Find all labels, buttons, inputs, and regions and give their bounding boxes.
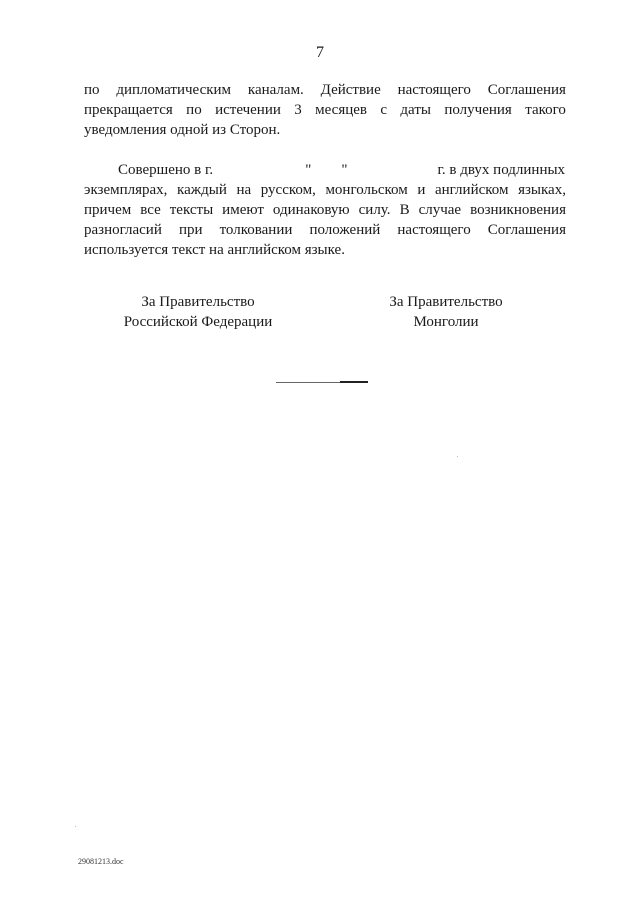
word: причем [84, 202, 132, 218]
word: даты [400, 102, 431, 118]
word: толковании [219, 222, 293, 238]
word: русском, [260, 182, 316, 198]
signature-line: За Правительство [141, 294, 255, 310]
word: положений [309, 222, 381, 238]
word: тексты [169, 202, 214, 218]
word: и [417, 182, 426, 198]
word: В [399, 202, 410, 218]
signature-line: Монголии [413, 314, 479, 330]
word: месяцев [315, 102, 367, 118]
paragraph-termination [84, 80, 566, 140]
word: одинаковую [272, 202, 350, 218]
word: по [84, 82, 100, 98]
word: языках, [518, 182, 566, 198]
end-rule-thick [340, 381, 368, 383]
word: настоящего [397, 82, 471, 98]
signature-block-mongolia [346, 292, 546, 332]
word: получения [444, 102, 512, 118]
paragraph-execution [84, 160, 566, 260]
word: имеют [222, 202, 264, 218]
word: Соглашения [487, 222, 566, 238]
word: дипломатическим [116, 82, 232, 98]
word: настоящего [397, 222, 471, 238]
word: прекращается [84, 102, 173, 118]
word: возникновения [470, 202, 566, 218]
word: истечении [215, 102, 281, 118]
word: экземплярах, [84, 182, 168, 198]
word: все [140, 202, 161, 218]
word: каналам. [247, 82, 304, 98]
paragraph-line-signed-in [84, 160, 566, 180]
word: по [186, 102, 202, 118]
word: на [236, 182, 252, 198]
end-rule-thin [276, 382, 340, 383]
paragraph-line [84, 80, 566, 100]
signature-line: Российской Федерации [123, 314, 273, 330]
paragraph-line: уведомления одной из Сторон. [84, 122, 281, 138]
word: Соглашения [487, 82, 566, 98]
word: с [380, 102, 388, 118]
word: английском [434, 182, 509, 198]
document-code: 29081213.doc [78, 857, 124, 866]
signature-block-russia [98, 292, 298, 332]
paragraph-line [84, 100, 566, 120]
word: разногласий [84, 222, 162, 238]
paragraph-line: используется текст на английском языке. [84, 242, 345, 258]
paragraph-line [84, 220, 566, 240]
word: силу. [358, 202, 391, 218]
quote-close: " [341, 162, 348, 178]
quote-open: " [305, 162, 312, 178]
word: монгольском [325, 182, 408, 198]
paragraph-line [84, 200, 566, 220]
scan-speck [457, 456, 458, 457]
word: случае [418, 202, 462, 218]
word: 3 [294, 102, 302, 118]
word: такого [525, 102, 566, 118]
signed-in-end: г. в двух подлинных [437, 162, 566, 178]
signature-line: За Правительство [389, 294, 503, 310]
scan-speck [75, 826, 76, 827]
paragraph-line [84, 180, 566, 200]
page-number: 7 [316, 44, 324, 61]
word: каждый [177, 182, 227, 198]
word: при [178, 222, 203, 238]
word: Действие [320, 82, 381, 98]
signed-in-text: Совершено в г. [118, 162, 214, 178]
